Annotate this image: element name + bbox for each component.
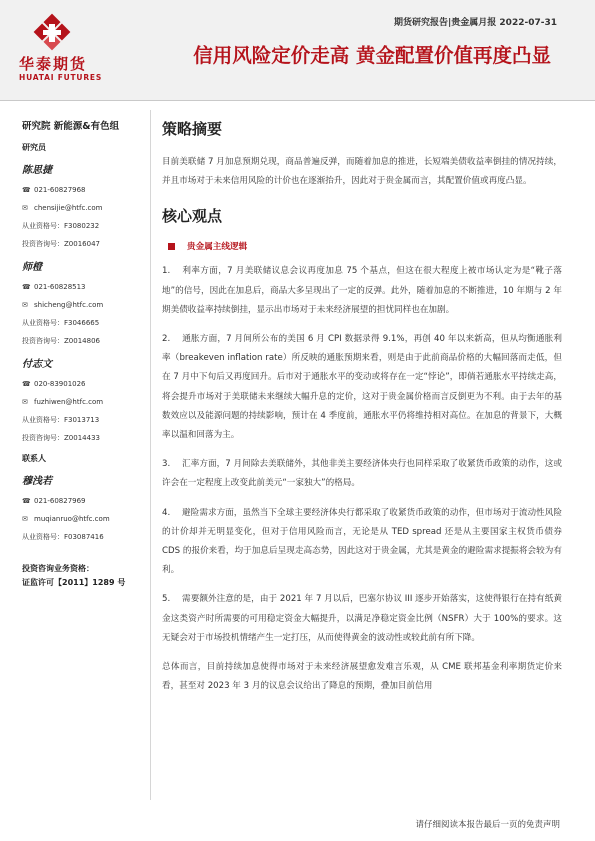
point-text: 利率方面，7 月美联储议息会议再度加息 75 个基点，但这在很大程度上被市场认定为是“靴子落地”的信号，因此在加息后，商品大多呈现出了一定的反弹。此外，随着加息的不断推进，10 年期与 2 年期美债收益率持续倒挂，显示出市场对于未来经济展望的担忧同样也在加剧。 — [162, 266, 562, 315]
huatai-logo-icon — [32, 12, 72, 52]
email-icon: ✉ — [22, 515, 28, 523]
report-meta: 期货研究报告|贵金属月报 2022-07-31 — [394, 18, 557, 28]
summary-text: 目前美联储 7 月加息预期兑现，商品普遍反弹，而随着加息的推进，长短端美债收益率倒挂的情况持续，并且市场对于未来信用风险的计价也在逐渐抬升，因此对于贵金属而言，其配置价值或再度凸显。 — [162, 157, 562, 187]
email-icon: ✉ — [22, 301, 28, 309]
phone-icon: ☎ — [22, 497, 31, 505]
contact-name: 穆浅若 — [22, 476, 52, 487]
closing-paragraph: 总体而言，目前持续加息使得市场对于未来经济展望愈发难言乐观，从 CME 联邦基金利率期货定价来看，甚至对 2023 年 3 月的议息会议给出了降息的预期，叠加目前信用 — [162, 662, 562, 692]
core-point — [162, 330, 562, 445]
core-views-title: 核心观点 — [162, 207, 223, 226]
contact-phone: 021-60827969 — [34, 497, 86, 505]
core-point — [162, 455, 562, 493]
analyst-phone: 020-83901026 — [34, 380, 86, 388]
core-subheading — [168, 240, 562, 252]
contact-email[interactable]: muqianruo@htfc.com — [34, 515, 110, 523]
researchers-label: 研究员 — [22, 143, 46, 152]
core-point — [162, 590, 562, 648]
analyst-advisor-id: 投资咨询号：Z0014806 — [22, 337, 100, 345]
analyst-email[interactable]: chensijie@htfc.com — [34, 204, 103, 212]
footer-disclaimer: 请仔细阅读本报告最后一页的免责声明 — [415, 820, 560, 830]
summary-title: 策略摘要 — [162, 120, 223, 138]
core-point — [162, 262, 562, 320]
sidebar — [22, 118, 150, 590]
analyst-name: 陈思捷 — [22, 165, 52, 176]
point-number: 1. — [162, 266, 171, 277]
report-header — [0, 0, 595, 100]
analyst-phone: 021-60827968 — [34, 186, 86, 194]
phone-icon: ☎ — [22, 380, 31, 388]
email-icon: ✉ — [22, 398, 28, 406]
point-text: 通胀方面，7 月间所公布的美国 6 月 CPI 数据录得 9.1%，再创 40 年以来新高，但从均衡通胀利率（breakeven inflation rate）所反映的通胀预期来看，则是由于此前商品价格的大幅回落而走低，但在 7 月中下旬后又再度回升。后市对于通胀水平的变动或将存在一定“悖论”，即倘若通胀水平持续走高，将会提升市场对于美联储未来继续大幅升息的定价，这对于贵金属价格而言反倒更为不利。由于去年的基数效应以及能源问题的持续影响，预计在 4 季度前，通胀水平仍将维持相对高位。在加息的背景下，大概率以温和回落为主。 — [162, 334, 562, 441]
point-text: 汇率方面，7 月间除去美联储外，其他非美主要经济体央行也同样采取了收紧货币政策的动作，这或许会在一定程度上改变此前美元“一家独大”的格局。 — [162, 459, 562, 489]
column-divider — [150, 110, 151, 800]
core-subheading-text: 贵金属主线逻辑 — [187, 242, 248, 253]
analyst-advisor-id: 投资咨询号：Z0014433 — [22, 434, 100, 442]
point-number: 4. — [162, 507, 171, 518]
contact-license: 从业资格号：F03087416 — [22, 533, 104, 541]
analyst-license: 从业资格号：F3046665 — [22, 319, 100, 327]
analyst-name: 师橙 — [22, 262, 42, 273]
contact-label: 联系人 — [22, 454, 46, 463]
analyst-email[interactable]: shicheng@htfc.com — [34, 301, 104, 309]
phone-icon: ☎ — [22, 283, 31, 291]
contact-card — [22, 472, 150, 548]
analyst-email[interactable]: fuzhiwen@htfc.com — [34, 398, 104, 406]
business-license — [22, 562, 150, 590]
analyst-advisor-id: 投资咨询号：Z0016047 — [22, 240, 100, 248]
analyst-card — [22, 355, 150, 449]
license-line-2: 证监许可【2011】1289 号 — [22, 578, 126, 587]
point-text: 需要额外注意的是，由于 2021 年 7 月以后，巴塞尔协议 III 逐步开始落实，这使得银行在持有纸黄金这类资产时所需要的可用稳定资金大幅提升，以满足净稳定资金比例（NSFR）大于 100%的要求。这无疑会对于市场投机情绪产生一定打压，从而使得黄金的波动性或较此前有所下降。 — [162, 594, 562, 643]
main-content — [162, 118, 562, 706]
analyst-card — [22, 258, 150, 352]
analyst-license: 从业资格号：F3013713 — [22, 416, 100, 424]
point-number: 5. — [162, 594, 171, 605]
header-divider — [0, 100, 595, 101]
point-number: 2. — [162, 334, 171, 345]
logo-text-cn: 华泰期货 — [19, 55, 88, 73]
analyst-phone: 021-60828513 — [34, 283, 86, 291]
email-icon: ✉ — [22, 204, 28, 212]
point-number: 3. — [162, 459, 171, 470]
license-line-1: 投资咨询业务资格： — [22, 564, 94, 573]
core-point — [162, 504, 562, 581]
report-title: 信用风险定价走高 黄金配置价值再度凸显 — [193, 44, 551, 67]
department: 研究院 新能源&有色组 — [22, 121, 120, 132]
point-text: 避险需求方面，虽然当下全球主要经济体央行都采取了收紧货币政策的动作，但市场对于流动性风险的计价却并无明显变化，但对于信用风险而言，无论是从 TED spread 还是从主要国家主权货币债券 CDS 的报价来看，均于加息后呈现走高态势，因此这对于贵金属，尤其是黄金的避险需求提振将会较为有利。 — [162, 507, 562, 576]
red-square-bullet-icon — [168, 243, 175, 250]
logo-text-en: HUATAI FUTURES — [19, 73, 103, 82]
analyst-name: 付志文 — [22, 359, 52, 370]
phone-icon: ☎ — [22, 186, 31, 194]
analyst-card — [22, 161, 150, 255]
analyst-license: 从业资格号：F3080232 — [22, 222, 100, 230]
